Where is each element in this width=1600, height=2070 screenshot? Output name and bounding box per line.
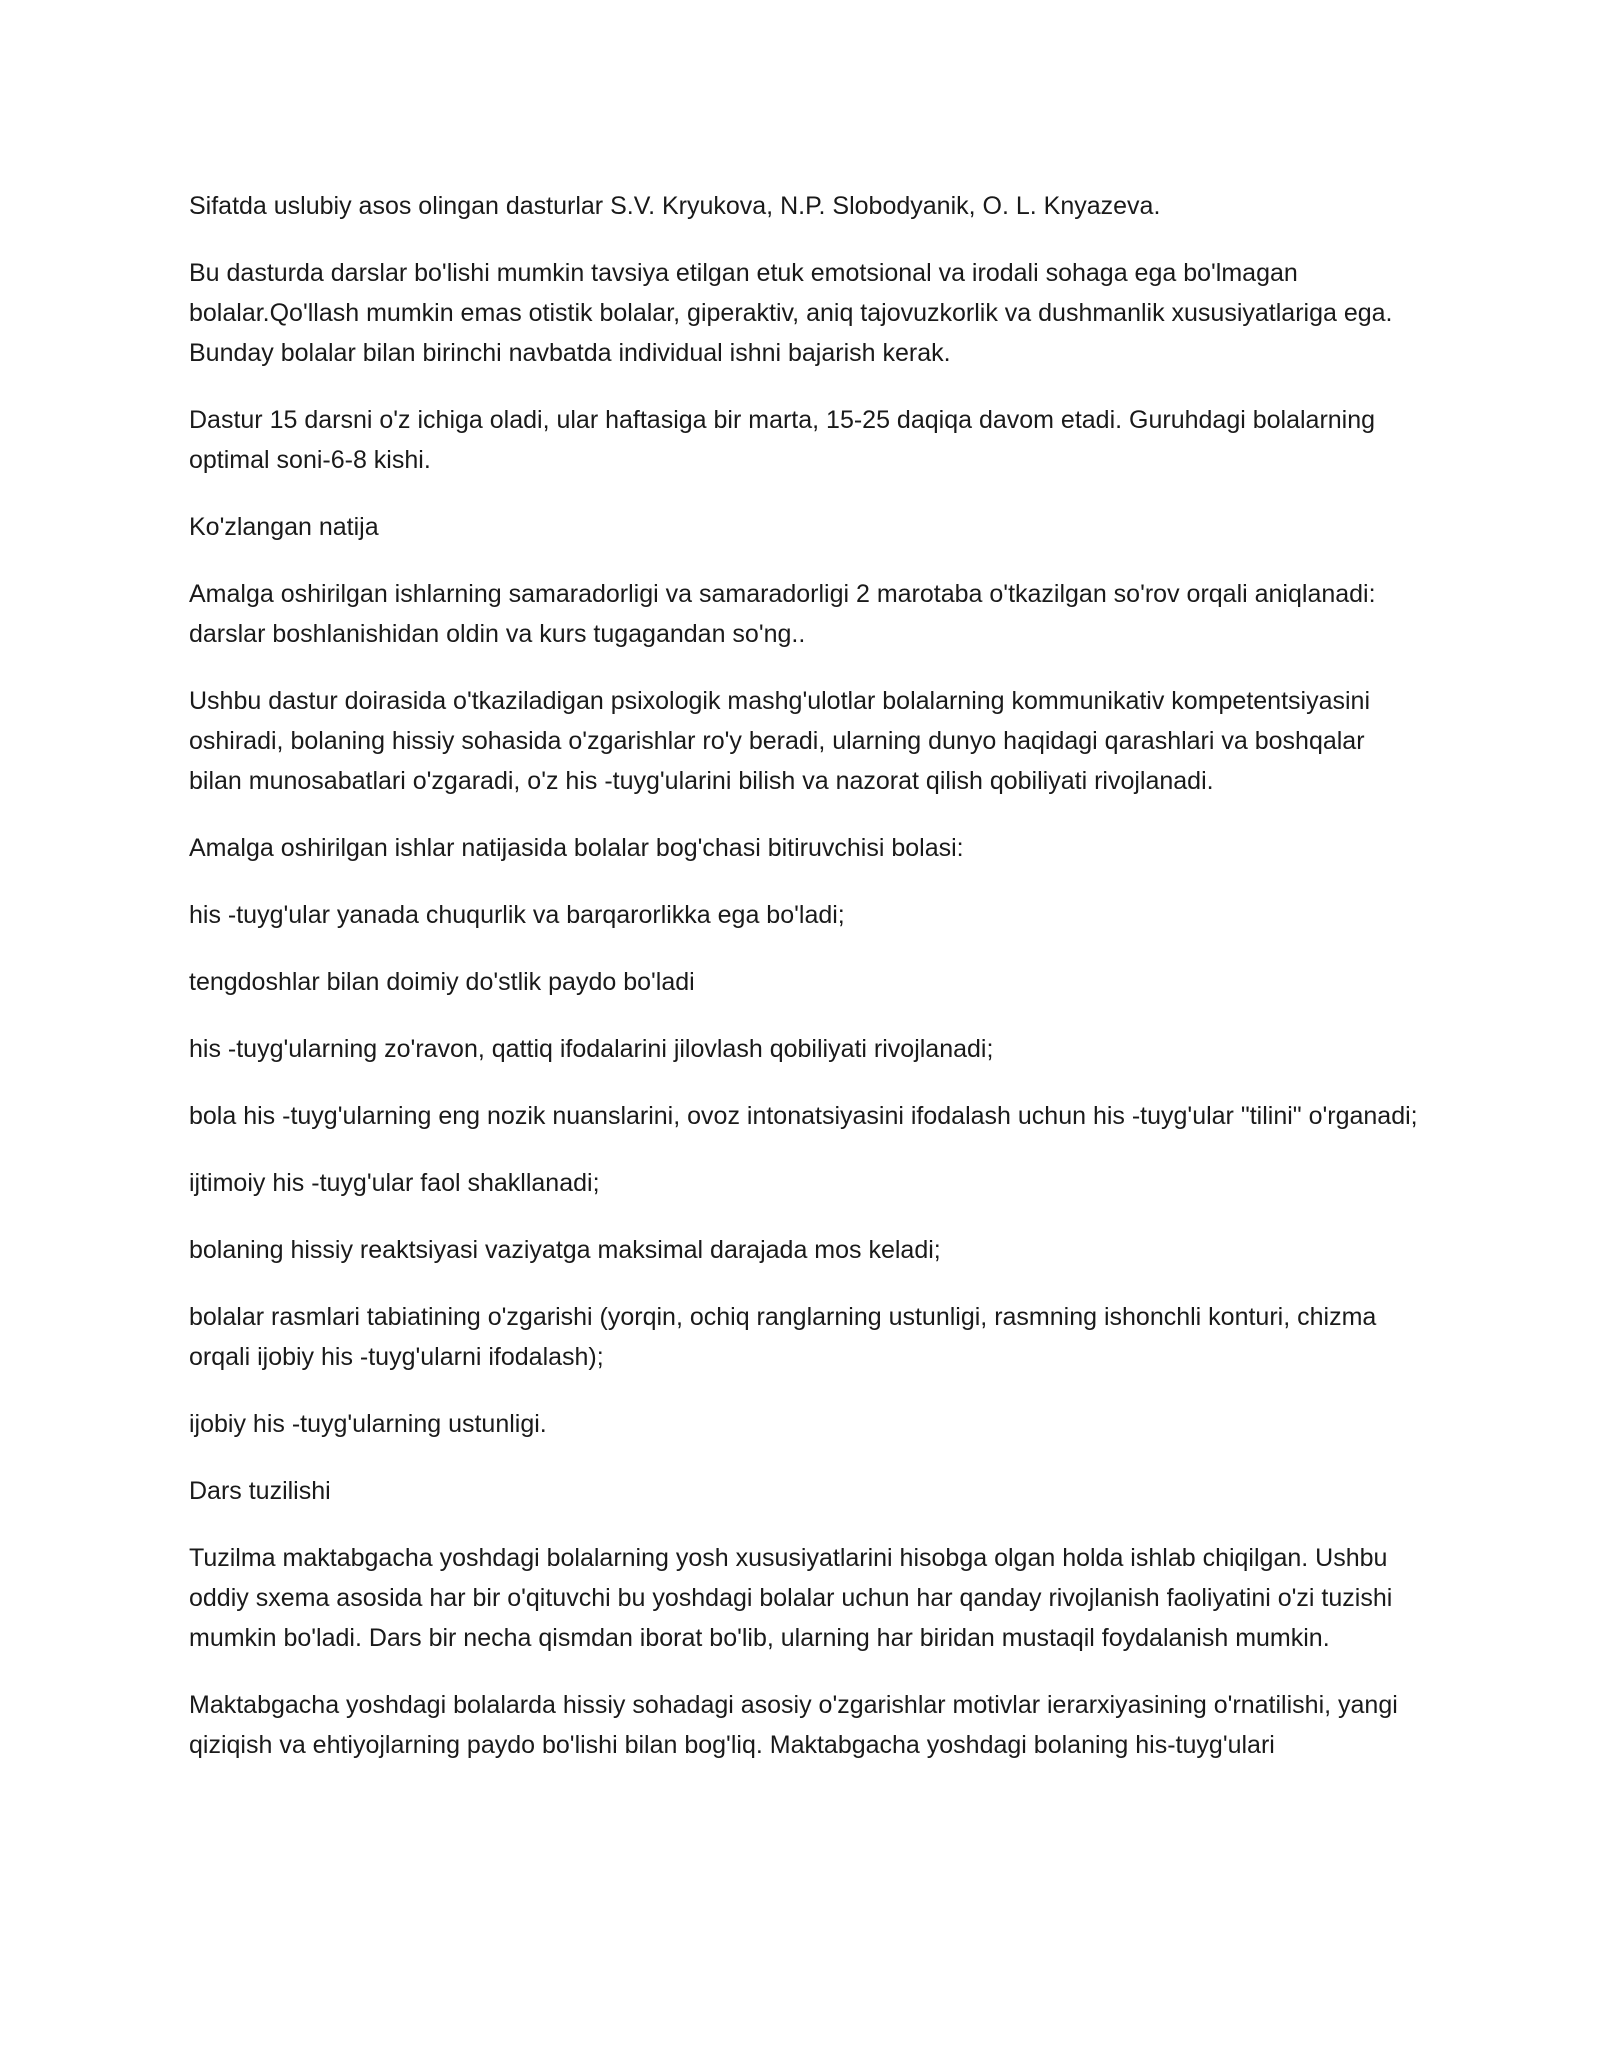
heading-expected-result: Ko'zlangan natija — [189, 513, 379, 541]
paragraph-effectiveness: Amalga oshirilgan ishlarning samaradorligi va samaradorligi 2 marotaba o'tkazilgan so'rov orqali aniqlanadi: darslar boshlanishidan oldin va kurs tugagandan so'ng.. — [189, 580, 1376, 648]
paragraph-program-length: Dastur 15 darsni o'z ichiga oladi, ular haftasiga bir marta, 15-25 daqiqa davom etadi. Guruhdagi bolalarning optimal soni-6-8 kishi. — [189, 406, 1376, 474]
paragraph-structure-description: Tuzilma maktabgacha yoshdagi bolalarning yosh xususiyatlarini hisobga olgan holda ishlab chiqilgan. Ushbu oddiy sxema asosida har bir o'qituvchi bu yoshdagi bolalar uchun har qanday rivojlanish faoliyatini o'zi tuzishi mumkin bo'ladi. Dars bir necha qismdan iborat bo'lib, ularning har biridan mustaqil foydalanish mumkin. — [189, 1544, 1393, 1652]
list-item: ijtimoiy his -tuyg'ular faol shakllanadi; — [189, 1169, 600, 1197]
document-body — [189, 186, 1419, 1792]
list-item: ijobiy his -tuyg'ularning ustunligi. — [189, 1410, 547, 1438]
paragraph-program-basis: Sifatda uslubiy asos olingan dasturlar S.V. Kryukova, N.P. Slobodyanik, O. L. Knyazeva. — [189, 192, 1161, 220]
paragraph-graduate-intro: Amalga oshirilgan ishlar natijasida bolalar bog'chasi bitiruvchisi bolasi: — [189, 834, 964, 862]
list-item: bolalar rasmlari tabiatining o'zgarishi (yorqin, ochiq ranglarning ustunligi, rasmning ishonchli konturi, chizma orqali ijobiy his -tuyg'ularni ifodalash); — [189, 1303, 1377, 1371]
list-item: his -tuyg'ular yanada chuqurlik va barqarorlikka ega bo'ladi; — [189, 901, 845, 929]
list-item: his -tuyg'ularning zo'ravon, qattiq ifodalarini jilovlash qobiliyati rivojlanadi; — [189, 1035, 994, 1063]
heading-lesson-structure: Dars tuzilishi — [189, 1477, 331, 1505]
paragraph-target-children: Bu dasturda darslar bo'lishi mumkin tavsiya etilgan etuk emotsional va irodali sohaga ega bo'lmagan bolalar.Qo'llash mumkin emas otistik bolalar, giperaktiv, aniq tajovuzkorlik va dushmanlik xususiyatlariga ega. Bunday bolalar bilan birinchi navbatda individual ishni bajarish kerak. — [189, 259, 1393, 367]
list-item: tengdoshlar bilan doimiy do'stlik paydo bo'ladi — [189, 968, 695, 996]
paragraph-psychological-lessons: Ushbu dastur doirasida o'tkaziladigan psixologik mashg'ulotlar bolalarning kommunikativ kompetentsiyasini oshiradi, bolaning hissiy sohasida o'zgarishlar ro'y beradi, ularning dunyo haqidagi qarashlari va boshqalar bilan munosabatlari o'zgaradi, o'z his -tuyg'ularini bilish va nazorat qilish qobiliyati rivojlanadi. — [189, 687, 1370, 795]
paragraph-emotional-changes: Maktabgacha yoshdagi bolalarda hissiy sohadagi asosiy o'zgarishlar motivlar ierarxiyasining o'rnatilishi, yangi qiziqish va ehtiyojlarning paydo bo'lishi bilan bog'liq. Maktabgacha yoshdagi bolaning his-tuyg'ulari — [189, 1691, 1398, 1759]
list-item: bolaning hissiy reaktsiyasi vaziyatga maksimal darajada mos keladi; — [189, 1236, 941, 1264]
list-item: bola his -tuyg'ularning eng nozik nuanslarini, ovoz intonatsiyasini ifodalash uchun his -tuyg'ular "tilini" o'rganadi; — [189, 1102, 1418, 1130]
